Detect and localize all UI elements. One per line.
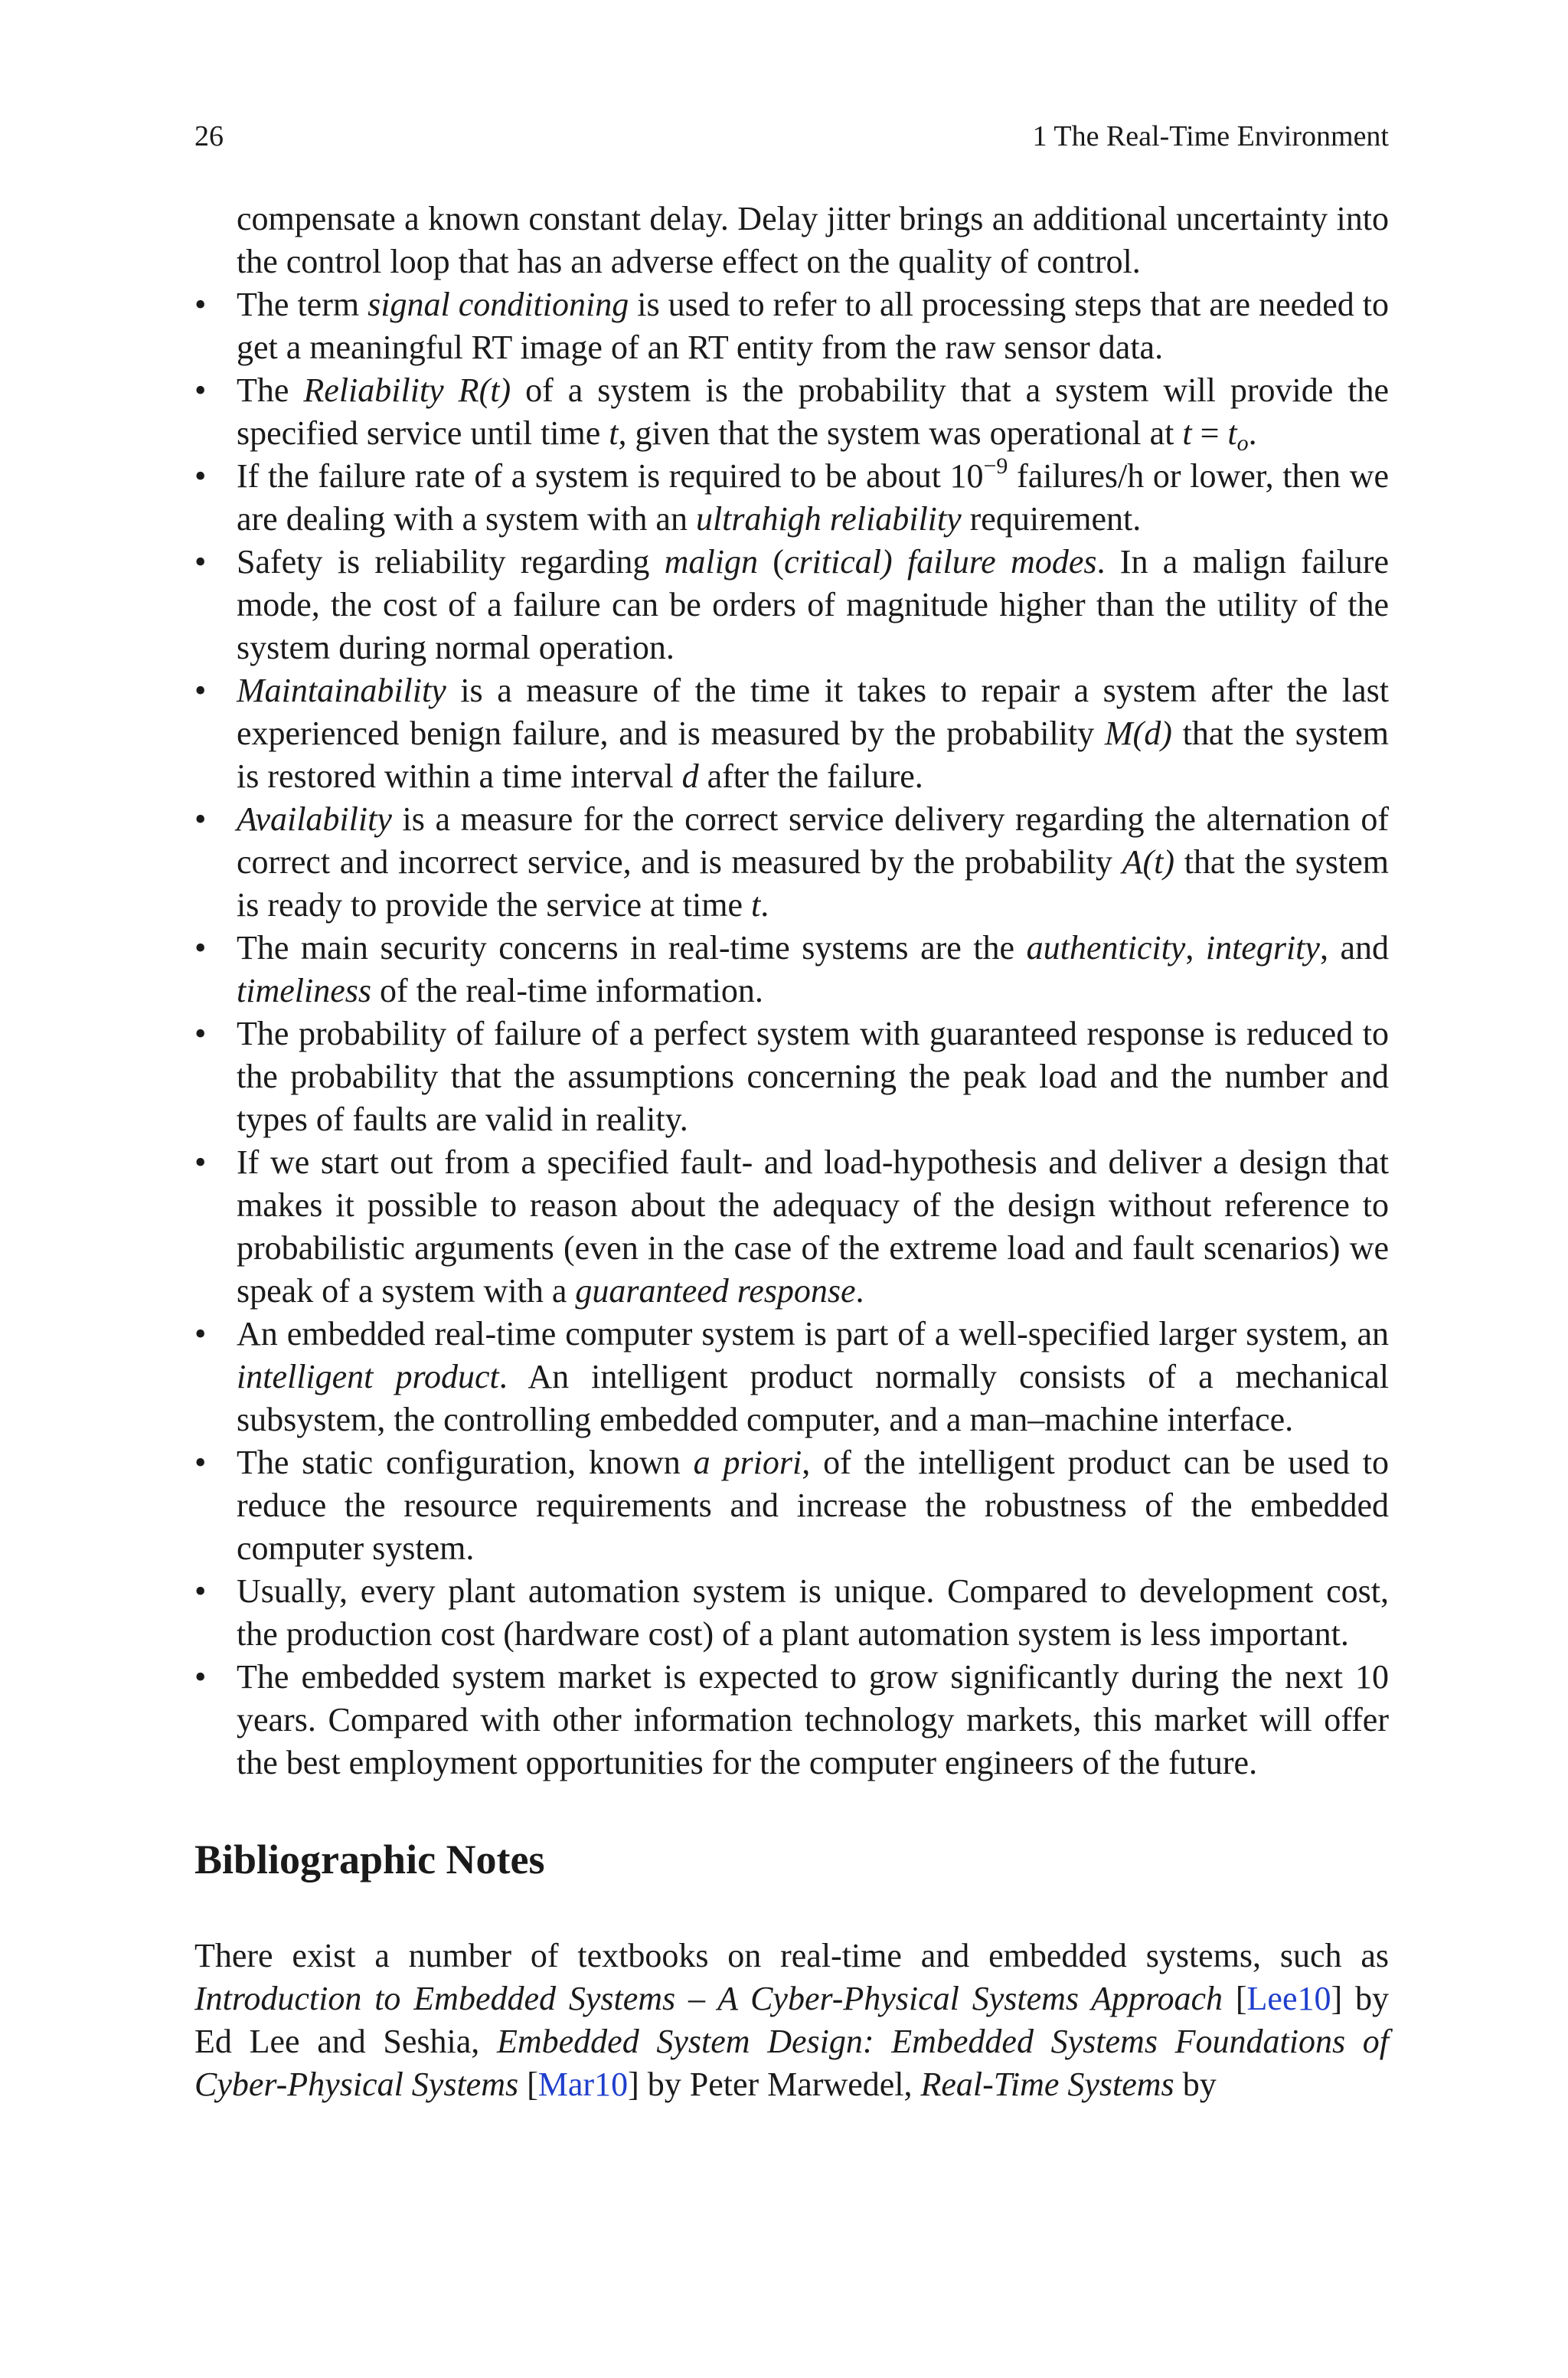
text-run: The probability of failure of a perfect system with guaranteed response is reduced to the probability that the assumptions concerning the peak load and the number and types of faults are valid in reality. bbox=[237, 1015, 1389, 1138]
book-title: Introduction to Embedded Systems – A Cyber-Physical Systems Approach bbox=[194, 1980, 1223, 2017]
italic-term: integrity bbox=[1205, 929, 1320, 967]
list-item bbox=[194, 669, 1389, 798]
italic-term: critical) failure modes bbox=[783, 543, 1097, 581]
text-run: given that the system was operational at bbox=[626, 414, 1183, 452]
bullet-icon: • bbox=[194, 543, 207, 581]
subscript: o bbox=[1236, 430, 1249, 456]
bullet-icon: • bbox=[194, 1143, 207, 1181]
bullet-icon: • bbox=[194, 672, 207, 709]
text-run: The embedded system market is expected to grow significantly during the next 10 years. Compared with other information technology markets, this market will offer the best employment opportunities for the computer engineers of the future. bbox=[237, 1658, 1389, 1781]
list-item bbox=[194, 1141, 1389, 1313]
text-run: The bbox=[237, 371, 304, 409]
italic-term: t bbox=[1227, 414, 1237, 452]
book-title: Embedded System Design: Embedded Systems Foundations of Cyber-Physical Systems bbox=[194, 2023, 1390, 2103]
text-run: . In a malign failure mode, the cost of a failure can be orders of magnitude higher than the utility of the system during normal operation. bbox=[237, 543, 1389, 666]
text-run: Usually, every plant automation system is unique. Compared to development cost, the production cost (hardware cost) of a plant automation system is less important. bbox=[237, 1572, 1389, 1653]
italic-term: intelligent product bbox=[237, 1358, 499, 1395]
italic-term: Maintainability bbox=[237, 672, 446, 709]
italic-term: malign bbox=[664, 543, 758, 581]
list-item bbox=[194, 369, 1389, 455]
chapter-title: 1 The Real-Time Environment bbox=[1032, 120, 1389, 152]
text-run: If we start out from a specified fault- and load-hypothesis and deliver a design that makes it possible to reason about the adequacy of the design without reference to probabilistic arguments (even in the case of the extreme load and fault scenarios) we speak of a system with a bbox=[237, 1143, 1389, 1310]
text-run: . An intelligent product normally consists of a mechanical subsystem, the controlling embedded computer, and a man–machine interface. bbox=[237, 1358, 1389, 1438]
bullet-icon: • bbox=[194, 1444, 207, 1481]
italic-term: t, bbox=[609, 414, 627, 452]
bullet-icon: • bbox=[194, 1658, 207, 1696]
book-page bbox=[194, 115, 1389, 2106]
text-run: Safety is reliability regarding bbox=[237, 543, 665, 581]
list-item bbox=[194, 1012, 1389, 1141]
bullet-icon: • bbox=[194, 371, 207, 409]
running-header bbox=[194, 115, 1389, 158]
list-item bbox=[194, 541, 1389, 669]
italic-term: M(d) bbox=[1104, 715, 1172, 752]
page-number: 26 bbox=[194, 120, 224, 152]
italic-term: Availability bbox=[237, 800, 392, 838]
text-run: of the real-time information. bbox=[371, 972, 763, 1009]
bullet-icon: • bbox=[194, 286, 207, 323]
text-run: ] by Peter Marwedel, bbox=[628, 2066, 921, 2103]
text-run: , and bbox=[1319, 929, 1390, 967]
italic-term: t bbox=[1182, 414, 1192, 452]
text-run: ( bbox=[757, 543, 784, 581]
text-run: failures/h or lower, then we are dealing with a system with an bbox=[237, 457, 1390, 538]
text-run: requirement. bbox=[961, 500, 1142, 538]
bullet-icon: • bbox=[194, 457, 207, 495]
italic-term: d bbox=[681, 757, 699, 795]
bullet-icon: • bbox=[194, 800, 207, 838]
superscript: −9 bbox=[983, 453, 1008, 479]
text-run: by bbox=[1174, 2066, 1217, 2103]
list-item bbox=[194, 1570, 1389, 1656]
continued-paragraph: compensate a known constant delay. Delay jitter brings an additional uncertainty into the control loop that has an adverse effect on the quality of control. bbox=[237, 200, 1389, 280]
text-run: . bbox=[1248, 414, 1257, 452]
text-run: is a measure of the time it takes to repair a system after the last experienced benign failure, and is measured by the probability bbox=[237, 672, 1389, 752]
list-item bbox=[194, 1656, 1389, 1784]
text-run: The main security concerns in real-time systems are the bbox=[237, 929, 1027, 967]
citation-link-lee10[interactable]: Lee10 bbox=[1246, 1980, 1331, 2017]
section-heading: Bibliographic Notes bbox=[194, 1837, 545, 1882]
text-run: If the failure rate of a system is required to be about 10 bbox=[237, 457, 984, 495]
text-run: , of the intelligent product can be used to reduce the resource requirements and increase the robustness of the embedded computer system. bbox=[237, 1444, 1389, 1567]
italic-term: A(t) bbox=[1122, 843, 1175, 881]
text-run: The term bbox=[237, 286, 368, 323]
list-item bbox=[194, 1441, 1389, 1570]
text-run: ] by Ed Lee and Seshia, bbox=[194, 1980, 1390, 2060]
italic-term: a priori bbox=[693, 1444, 802, 1481]
list-item bbox=[194, 927, 1389, 1012]
italic-term: authenticity bbox=[1026, 929, 1186, 967]
text-run: is used to refer to all processing steps that are needed to get a meaningful RT image of an RT entity from the raw sensor data. bbox=[237, 286, 1389, 366]
text-run: An embedded real-time computer system is part of a well-specified larger system, an bbox=[237, 1315, 1389, 1353]
summary-bullet-list bbox=[194, 283, 1389, 1784]
italic-term: guaranteed response bbox=[575, 1272, 856, 1310]
italic-term: signal conditioning bbox=[368, 286, 629, 323]
text-run: of a system is the probability that a system will provide the specified service until time bbox=[237, 371, 1389, 452]
bullet-icon: • bbox=[194, 929, 207, 967]
bullet-icon: • bbox=[194, 1315, 207, 1353]
text-run: . bbox=[760, 886, 769, 924]
text-run: that the system is restored within a time interval bbox=[237, 715, 1389, 795]
text-run: The static configuration, known bbox=[237, 1444, 694, 1481]
citation-link-mar10[interactable]: Mar10 bbox=[537, 2066, 629, 2103]
italic-term: ultrahigh reliability bbox=[695, 500, 962, 538]
list-item bbox=[194, 1313, 1389, 1441]
text-run: is a measure for the correct service delivery regarding the alternation of correct and incorrect service, and is measured by the probability bbox=[237, 800, 1389, 881]
bibliographic-notes-paragraph bbox=[194, 1935, 1389, 2106]
list-item bbox=[194, 455, 1389, 541]
italic-term: timeliness bbox=[237, 972, 371, 1009]
text-run: [ bbox=[1223, 1980, 1247, 2017]
text-run: = bbox=[1191, 414, 1228, 452]
book-title: Real-Time Systems bbox=[920, 2066, 1174, 2103]
text-run: [ bbox=[518, 2066, 538, 2103]
text-run: that the system is ready to provide the service at time bbox=[237, 843, 1389, 924]
italic-term: t bbox=[751, 886, 761, 924]
text-run: , bbox=[1185, 929, 1206, 967]
bullet-icon: • bbox=[194, 1572, 207, 1610]
text-run: There exist a number of textbooks on real-time and embedded systems, such as bbox=[194, 1937, 1389, 1974]
bullet-icon: • bbox=[194, 1015, 207, 1052]
text-run: after the failure. bbox=[698, 757, 923, 795]
italic-term: Reliability R(t) bbox=[303, 371, 511, 409]
text-run: . bbox=[855, 1272, 864, 1310]
main-text bbox=[194, 198, 1389, 2106]
list-item bbox=[194, 798, 1389, 927]
list-item bbox=[194, 283, 1389, 369]
